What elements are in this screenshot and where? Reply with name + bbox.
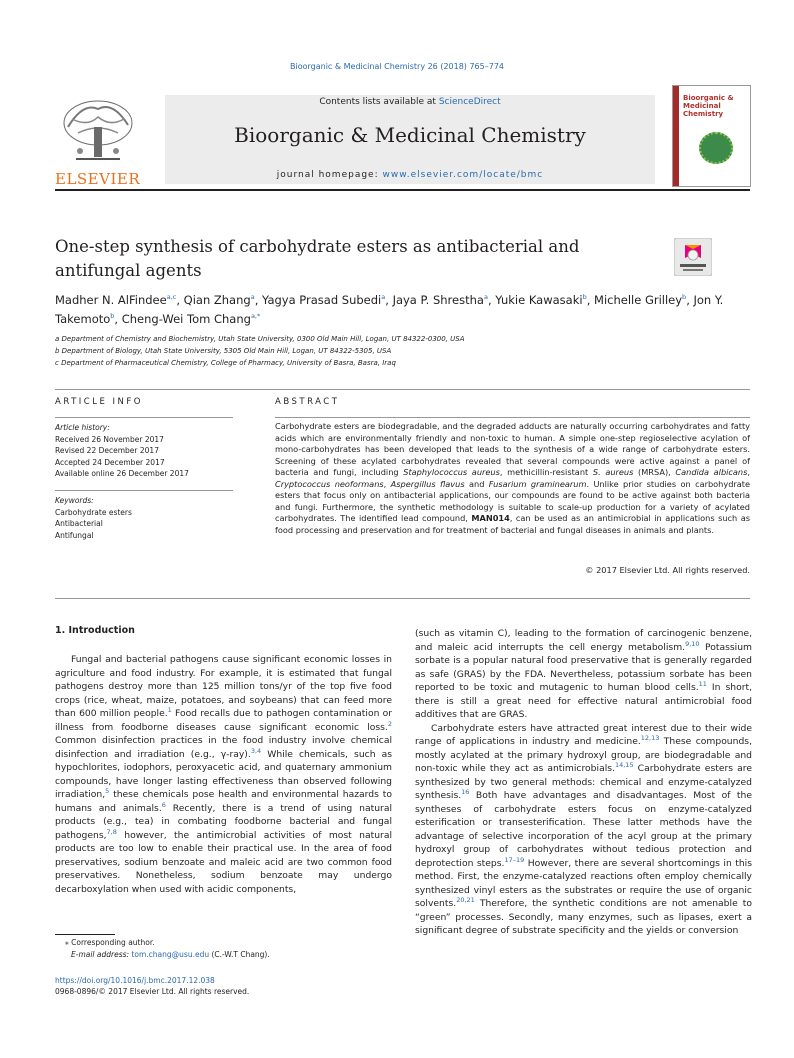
history-item: Available online 26 December 2017 bbox=[55, 469, 189, 478]
sciencedirect-link[interactable]: ScienceDirect bbox=[438, 97, 501, 107]
abstract-heading: ABSTRACT bbox=[275, 397, 340, 407]
homepage-prefix: journal homepage: bbox=[276, 170, 383, 180]
author-name[interactable]: Jaya P. Shrestha bbox=[392, 293, 484, 307]
affiliation-item: a Department of Chemistry and Biochemistry, Utah State University, 0300 Old Main Hill, Logan, UT 84322-0300, USA bbox=[55, 335, 465, 343]
affiliation-item: c Department of Pharmaceutical Chemistry, College of Pharmacy, University of Basra, Basra, Iraq bbox=[55, 359, 396, 367]
corresponding-author-footnote bbox=[55, 937, 395, 960]
contents-prefix: Contents lists available at bbox=[319, 97, 439, 107]
reference-link[interactable]: 20,21 bbox=[456, 895, 475, 904]
author-affiliation-marker[interactable]: b bbox=[682, 293, 687, 302]
cover-spine bbox=[673, 86, 679, 186]
cover-title: Bioorganic & Medicinal Chemistry bbox=[683, 94, 734, 118]
reference-link[interactable]: 7,8 bbox=[106, 827, 117, 836]
corresponding-label: ⁎ Corresponding author. bbox=[65, 938, 155, 947]
reference-link[interactable]: 9,10 bbox=[685, 639, 700, 648]
publisher-name: ELSEVIER bbox=[55, 170, 141, 188]
keyword-item: Antibacterial bbox=[55, 519, 103, 528]
paragraph: Carbohydrate esters have attracted great interest due to their wide range of applications in industry and medicine.$^{12,13}$ These compounds, mostly acylated at the primary hydroxyl group, are biodegradable and non-toxic while they act as antimicrobials.$^{14,15}$ Carbohydrate esters are synthesized by two general methods: chemical and enzyme-catalyzed synthesis.$^{16}$ Both have advantages and disadvantages. Most of the syntheses of carbohydrate esters focus on enzyme-catalyzed esterification or transesterification. These latter methods have the advantage of selective incorporation of the acyl group at the primary hydroxyl group of carbohydrates without tedious protection and deprotection steps.$^{17-19}$ However, there are several shortcomings in this method. First, the enzyme-catalyzed reactions often employ chemically synthesized vinyl esters as the substrates or require the use of organic solvents.$^{20,21}$ Therefore, the synthetic conditions are not amenable to “green” processes. Secondly, many enzymes, such as lipases, exert a significant degree of substrate specificity and the yields or conversion bbox=[415, 722, 752, 936]
affiliation-item: b Department of Biology, Utah State University, 5305 Old Main Hill, Logan, UT 84322-5305, USA bbox=[55, 347, 392, 355]
email-line: E-mail address: tom.chang@usu.edu (C.-W.T Chang). bbox=[71, 949, 270, 959]
author-affiliation-marker[interactable]: a bbox=[250, 293, 255, 302]
reference-link[interactable]: 16 bbox=[461, 787, 470, 796]
history-item: Revised 22 December 2017 bbox=[55, 446, 159, 455]
journal-homepage bbox=[165, 170, 655, 180]
crossmark-icon[interactable] bbox=[674, 238, 712, 276]
author-name[interactable]: Qian Zhang bbox=[183, 293, 251, 307]
contents-line bbox=[165, 97, 655, 107]
journal-cover[interactable] bbox=[672, 85, 751, 187]
header-rule bbox=[55, 189, 750, 191]
divider bbox=[55, 490, 233, 491]
keywords bbox=[55, 495, 235, 541]
divider bbox=[55, 389, 750, 390]
homepage-link[interactable]: www.elsevier.com/locate/bmc bbox=[382, 170, 544, 180]
divider bbox=[55, 598, 750, 599]
history-item: Received 26 November 2017 bbox=[55, 434, 164, 444]
author-name[interactable]: Michelle Grilley bbox=[594, 293, 683, 307]
article-history bbox=[55, 422, 235, 480]
author-name[interactable]: Yagya Prasad Subedi bbox=[262, 293, 382, 307]
reference-link[interactable]: 17–19 bbox=[504, 855, 525, 864]
abstract-text: Carbohydrate esters are biodegradable, and the degraded adducts are naturally occurring carbohydrates and fatty acids which are environmentally friendly and non-toxic to human. A simple one-step regioselective acylation of mono-carbohydrates has been developed that leads to the synthesis of a wide range of carbohydrate esters. Screening of these acylated carbohydrates revealed that several compounds were active against a panel of bacteria and fungi, including Staphylococcus aureus, methicillin-resistant S. aureus (MRSA), Candida albicans, Cryptococcus neoformans, Aspergillus flavus and Fusarium graminearum. Unlike prior studies on carbohydrate esters that focus only on antibacterial applications, our compounds are found to be active against both bacteria and fungi. Furthermore, the synthetic methodology is suitable to scale-up production for a variety of acylated carbohydrates. The identified lead compound, MAN014, can be used as an antimicrobial in applications such as food processing and preservation and for treatment of bacterial and fungal diseases in animals and plants. bbox=[275, 421, 751, 535]
keywords-label: Keywords: bbox=[55, 496, 94, 505]
history-label: Article history: bbox=[55, 423, 110, 432]
elsevier-tree-icon bbox=[58, 97, 138, 165]
reference-link[interactable]: 5 bbox=[105, 786, 110, 795]
author-name[interactable]: Yukie Kawasaki bbox=[495, 293, 583, 307]
reference-link[interactable]: 1 bbox=[167, 705, 172, 714]
affiliations bbox=[55, 333, 745, 369]
reference-link[interactable]: 12,13 bbox=[640, 733, 660, 742]
author-affiliation-marker[interactable]: a bbox=[483, 293, 488, 302]
paragraph: Fungal and bacterial pathogens cause significant economic losses in agriculture and food industry. For example, it is estimated that fungal pathogens destroy more than 125 million tons/yr of the top five food crops (rice, wheat, maize, potatoes, and soybeans) that can feed more than 600 million people.$^1$ Food recalls due to pathogen contamination or illness from foodborne diseases cause significant economic loss.$^2$ Common disinfection practices in the food industry involve chemical disinfection and irradiation (e.g., γ-ray).$^{3,4}$ While chemicals, such as hypochlorites, iodophors, peroxyacetic acid, and quaternary ammonium compounds, have longer lasting effectiveness than observed following irradiation,$^5$ these chemicals pose health and environmental hazards to humans and animals.$^6$ Recently, there is a trend of using natural products (e.g., tea) in combating foodborne bacterial and fungal pathogens,$^{7,8}$ however, the antimicrobial activities of most natural products are too low to enable their practical use. In the area of food preservatives, sodium benzoate and maleic acid are two common food preservatives. Nonetheless, sodium benzoate may undergo decarboxylation when used with acidic components, bbox=[55, 654, 393, 895]
doi-link[interactable]: https://doi.org/10.1016/j.bmc.2017.12.038 bbox=[55, 976, 215, 985]
author-name[interactable]: Madher N. AlFindee bbox=[55, 293, 167, 307]
history-item: Accepted 24 December 2017 bbox=[55, 457, 165, 467]
reference-link[interactable]: 6 bbox=[161, 800, 166, 809]
doi-block bbox=[55, 975, 249, 997]
paragraph: (such as vitamin C), leading to the formation of carcinogenic benzene, and maleic acid interrupts the cell energy metabolism.$^{9,10}$ Potassium sorbate is a popular natural food preservative that is generally regarded as safe (GRAS) by the FDA. Nevertheless, potassium sorbate has been reported to be toxic and mutagenic to human blood cells.$^{11}$ In short, there is still a great need for effective natural antimicrobial food additives that are GRAS. bbox=[415, 628, 753, 720]
author-name[interactable]: Jon Y. Takemoto bbox=[55, 293, 724, 326]
article-info-heading: ARTICLE INFO bbox=[55, 397, 143, 407]
footnote-rule bbox=[55, 934, 115, 935]
divider bbox=[55, 417, 233, 418]
section-heading-introduction: 1. Introduction bbox=[55, 625, 135, 636]
author-name[interactable]: Cheng-Wei Tom Chang bbox=[121, 312, 251, 326]
author-affiliation-marker[interactable]: a bbox=[381, 293, 386, 302]
author-affiliation-marker[interactable]: b bbox=[582, 293, 587, 302]
reference-link[interactable]: 2 bbox=[387, 719, 392, 728]
journal-title: Bioorganic & Medicinal Chemistry bbox=[234, 123, 586, 147]
author-affiliation-marker[interactable]: a,c bbox=[166, 293, 177, 302]
reference-link[interactable]: 11 bbox=[698, 679, 707, 688]
body-column-left bbox=[55, 653, 392, 896]
issn-line: 0968-0896/© 2017 Elsevier Ltd. All rights reserved. bbox=[55, 987, 250, 996]
author-affiliation-marker[interactable]: b bbox=[110, 312, 115, 321]
author-affiliation-marker[interactable]: a,* bbox=[250, 312, 261, 321]
divider bbox=[275, 417, 750, 418]
body-column-right bbox=[415, 627, 752, 938]
reference-link[interactable]: 3,4 bbox=[250, 746, 262, 755]
article-title: One-step synthesis of carbohydrate esters as antibacterial and antifungal agents bbox=[55, 237, 580, 280]
cover-graphic bbox=[699, 132, 733, 164]
reference-link[interactable]: 14,15 bbox=[614, 760, 634, 769]
email-link[interactable]: tom.chang@usu.edu bbox=[131, 949, 210, 959]
keyword-item: Carbohydrate esters bbox=[55, 507, 132, 517]
journal-citation[interactable]: Bioorganic & Medicinal Chemistry 26 (2018) 765–774 bbox=[290, 62, 504, 71]
author-list: Madher N. AlFindee$^{a,c}$, Qian Zhang$^a$, Yagya Prasad Subedi$^a$, Jaya P. Shrestha$^a$, Yukie Kawasaki$^b$, Michelle Grilley$^b$, Jon Y. Takemoto$^b$, Cheng-Wei Tom Chang$^{a,*}$ bbox=[55, 293, 724, 326]
keyword-item: Antifungal bbox=[55, 530, 94, 540]
copyright-notice: © 2017 Elsevier Ltd. All rights reserved. bbox=[585, 565, 750, 575]
